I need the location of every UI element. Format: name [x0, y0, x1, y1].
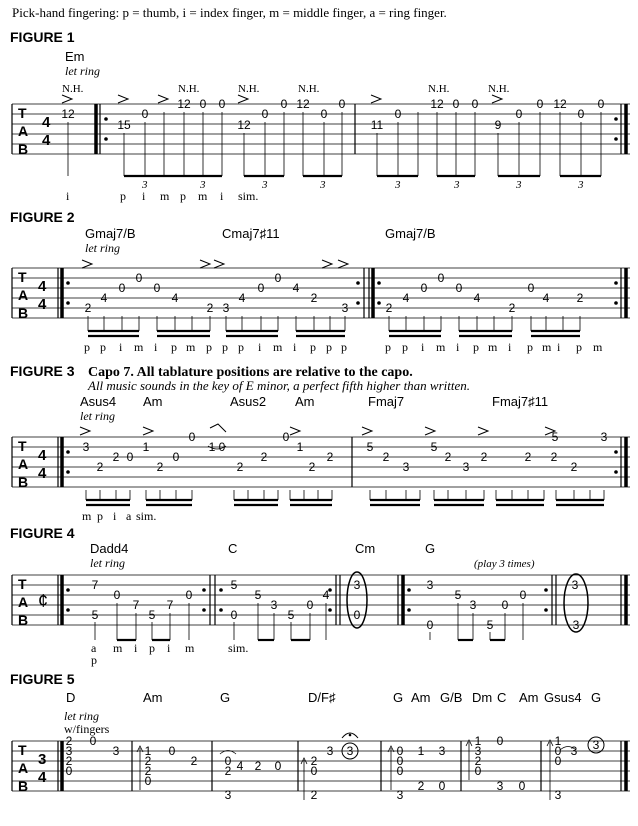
- svg-text:0: 0: [230, 608, 238, 622]
- svg-text:p: p: [402, 340, 408, 354]
- chord-symbol: Cmaj7♯11: [222, 226, 280, 241]
- svg-text:15: 15: [117, 118, 131, 132]
- harmonic-label: N.H.: [488, 83, 510, 95]
- svg-text:a: a: [91, 641, 97, 655]
- svg-text:3: 3: [82, 440, 90, 454]
- chord-symbol: Dadd4: [90, 541, 129, 556]
- svg-text:2: 2: [480, 450, 488, 464]
- svg-text:0: 0: [420, 281, 428, 295]
- staff-lines: [12, 741, 630, 791]
- svg-text:3: 3: [200, 179, 206, 191]
- svg-text:0: 0: [280, 97, 288, 111]
- svg-text:p: p: [238, 340, 244, 354]
- svg-text:p: p: [100, 340, 106, 354]
- svg-text:3: 3: [578, 179, 584, 191]
- svg-text:0: 0: [396, 754, 404, 768]
- svg-text:2: 2: [508, 301, 516, 315]
- svg-text:A: A: [18, 287, 29, 303]
- svg-text:0: 0: [218, 440, 226, 454]
- svg-text:2: 2: [570, 460, 578, 474]
- svg-text:2: 2: [65, 734, 73, 748]
- svg-text:p: p: [326, 340, 332, 354]
- svg-text:2: 2: [144, 764, 152, 778]
- fret-numbers: [61, 97, 604, 132]
- svg-text:p: p: [341, 340, 347, 354]
- svg-text:0: 0: [474, 764, 482, 778]
- tab-clef: [18, 105, 28, 157]
- svg-text:p: p: [576, 340, 582, 354]
- svg-text:0: 0: [89, 734, 97, 748]
- svg-text:0: 0: [135, 271, 143, 285]
- svg-text:3: 3: [396, 788, 404, 802]
- svg-text:12: 12: [61, 107, 75, 121]
- svg-text:2: 2: [156, 460, 164, 474]
- svg-text:0: 0: [396, 744, 404, 758]
- staff-lines: [12, 575, 630, 625]
- svg-text:i: i: [142, 189, 146, 203]
- figure-4-title: FIGURE 4: [10, 525, 75, 541]
- svg-text:0: 0: [218, 97, 226, 111]
- svg-text:2: 2: [310, 291, 318, 305]
- svg-text:0: 0: [141, 107, 149, 121]
- chord-symbol: D: [66, 690, 76, 705]
- chord-symbol: Am: [143, 690, 163, 705]
- svg-text:4: 4: [473, 291, 481, 305]
- svg-text:i: i: [557, 340, 561, 354]
- svg-text:2: 2: [65, 754, 73, 768]
- svg-text:5: 5: [148, 608, 156, 622]
- svg-text:3: 3: [571, 578, 579, 592]
- svg-text:i: i: [167, 641, 171, 655]
- svg-text:1: 1: [142, 440, 150, 454]
- svg-text:1: 1: [474, 734, 482, 748]
- svg-text:0: 0: [438, 779, 446, 793]
- svg-text:3: 3: [224, 788, 232, 802]
- svg-text:3: 3: [454, 179, 460, 191]
- svg-text:5: 5: [551, 430, 559, 444]
- harmonic-label: N.H.: [238, 83, 260, 95]
- svg-text:p: p: [527, 340, 533, 354]
- let-ring: let ring: [85, 241, 120, 255]
- svg-text:m: m: [185, 641, 195, 655]
- chord-symbol: Am: [143, 394, 163, 409]
- svg-text:0: 0: [306, 598, 314, 612]
- svg-text:2: 2: [254, 759, 262, 773]
- svg-text:1: 1: [144, 744, 152, 758]
- svg-text:0: 0: [515, 107, 523, 121]
- svg-text:p: p: [120, 189, 126, 203]
- svg-text:4: 4: [542, 291, 550, 305]
- svg-text:0: 0: [274, 271, 282, 285]
- svg-text:p: p: [180, 189, 186, 203]
- svg-text:5: 5: [287, 608, 295, 622]
- svg-text:0: 0: [426, 618, 434, 632]
- svg-text:T: T: [18, 269, 27, 285]
- svg-text:i: i: [119, 340, 123, 354]
- chord-symbol: Gmaj7/B: [385, 226, 436, 241]
- svg-text:0: 0: [597, 97, 605, 111]
- svg-text:5: 5: [254, 588, 262, 602]
- svg-text:m: m: [82, 509, 92, 523]
- svg-text:p: p: [222, 340, 228, 354]
- svg-text:4: 4: [38, 278, 47, 295]
- svg-text:5: 5: [454, 588, 462, 602]
- svg-text:2: 2: [144, 754, 152, 768]
- svg-text:T: T: [18, 438, 27, 454]
- fermata-dot: [349, 734, 352, 737]
- svg-text:2: 2: [96, 460, 104, 474]
- figure-1-let-ring: let ring: [65, 64, 100, 78]
- svg-text:2: 2: [550, 450, 558, 464]
- svg-text:sim.: sim.: [136, 509, 157, 523]
- svg-text:p: p: [84, 340, 90, 354]
- svg-text:0: 0: [554, 754, 562, 768]
- svg-text:p: p: [206, 340, 212, 354]
- chord-symbol: D/F♯: [308, 690, 336, 705]
- figure-5: [10, 671, 630, 802]
- figure-5-title: FIGURE 5: [10, 671, 75, 687]
- figure-1-title: FIGURE 1: [10, 29, 75, 45]
- chord-symbol: Am: [295, 394, 315, 409]
- svg-text:0: 0: [144, 774, 152, 788]
- svg-text:sim.: sim.: [238, 189, 259, 203]
- svg-text:i: i: [66, 189, 70, 203]
- svg-text:p: p: [91, 653, 97, 667]
- harmonic-label: N.H.: [62, 83, 84, 95]
- svg-text:12: 12: [237, 118, 251, 132]
- svg-text:12: 12: [177, 97, 191, 111]
- svg-text:2: 2: [310, 788, 318, 802]
- figure-4: [10, 525, 630, 667]
- svg-text:12: 12: [296, 97, 310, 111]
- svg-text:0: 0: [188, 430, 196, 444]
- svg-text:0: 0: [65, 764, 73, 778]
- svg-text:i: i: [421, 340, 425, 354]
- svg-text:3: 3: [469, 598, 477, 612]
- svg-text:m: m: [273, 340, 283, 354]
- svg-text:2: 2: [576, 291, 584, 305]
- svg-text:A: A: [18, 760, 29, 776]
- svg-text:0: 0: [126, 450, 134, 464]
- chord-symbol: Am: [519, 690, 539, 705]
- chord-symbol: Cm: [355, 541, 376, 556]
- svg-text:0: 0: [536, 97, 544, 111]
- svg-text:3: 3: [320, 179, 326, 191]
- svg-text:B: B: [18, 141, 29, 157]
- figure-1-chord-em: Em: [65, 49, 85, 64]
- svg-text:p: p: [310, 340, 316, 354]
- chord-symbol: Dm: [472, 690, 493, 705]
- svg-text:m: m: [593, 340, 603, 354]
- svg-text:B: B: [18, 305, 29, 321]
- chord-symbol: Am: [411, 690, 431, 705]
- accent-marks: [82, 260, 348, 268]
- pick-fingering: [84, 340, 603, 354]
- chord-symbol: Asus4: [80, 394, 117, 409]
- svg-text:7: 7: [132, 598, 140, 612]
- svg-text:i: i: [456, 340, 460, 354]
- svg-text:A: A: [18, 456, 29, 472]
- svg-text:2: 2: [206, 301, 214, 315]
- svg-text:sim.: sim.: [228, 641, 249, 655]
- svg-text:4: 4: [322, 588, 330, 602]
- svg-text:i: i: [154, 340, 158, 354]
- triplet-marks: [141, 179, 584, 191]
- svg-text:m: m: [160, 189, 170, 203]
- harmonic-label: N.H.: [298, 83, 320, 95]
- svg-text:T: T: [18, 576, 27, 592]
- svg-text:4: 4: [236, 759, 244, 773]
- svg-text:p: p: [149, 641, 155, 655]
- tab-clef: [18, 742, 28, 794]
- svg-text:3: 3: [438, 744, 446, 758]
- chord-symbol: Fmaj7♯11: [492, 394, 549, 409]
- svg-text:0: 0: [168, 744, 176, 758]
- pick-fingering: [91, 641, 248, 667]
- svg-text:2: 2: [260, 450, 268, 464]
- svg-text:3: 3: [112, 744, 120, 758]
- chord-symbol: C: [228, 541, 238, 556]
- svg-text:3: 3: [395, 179, 401, 191]
- svg-text:3: 3: [353, 578, 361, 592]
- svg-text:2: 2: [224, 764, 232, 778]
- svg-text:3: 3: [222, 301, 230, 315]
- svg-text:0: 0: [320, 107, 328, 121]
- svg-text:0: 0: [437, 271, 445, 285]
- svg-text:p: p: [385, 340, 391, 354]
- stems-and-beams: [88, 316, 580, 336]
- harmonic-label: N.H.: [178, 83, 200, 95]
- svg-text:i: i: [113, 509, 117, 523]
- svg-text:0: 0: [518, 779, 526, 793]
- pick-fingering: [66, 189, 258, 203]
- figure-3-subheading: All music sounds in the key of E minor, a perfect fifth higher than written.: [88, 378, 471, 393]
- let-ring: let ring: [64, 709, 99, 723]
- svg-text:0: 0: [554, 744, 562, 758]
- svg-text:m: m: [186, 340, 196, 354]
- svg-text:2: 2: [417, 779, 425, 793]
- figure-3-title: FIGURE 3: [10, 363, 75, 379]
- svg-text:0: 0: [224, 754, 232, 768]
- stems-and-beams: [86, 490, 604, 505]
- svg-text:3: 3: [326, 744, 334, 758]
- svg-text:2: 2: [84, 301, 92, 315]
- let-ring: let ring: [90, 556, 125, 570]
- chord-symbol: Asus2: [230, 394, 267, 409]
- svg-text:0: 0: [496, 734, 504, 748]
- svg-text:m: m: [134, 340, 144, 354]
- svg-text:4: 4: [100, 291, 108, 305]
- svg-text:12: 12: [553, 97, 567, 111]
- svg-text:4: 4: [171, 291, 179, 305]
- svg-text:i: i: [508, 340, 512, 354]
- svg-text:m: m: [113, 641, 123, 655]
- svg-text:a: a: [126, 509, 132, 523]
- svg-text:2: 2: [326, 450, 334, 464]
- svg-text:0: 0: [282, 430, 290, 444]
- svg-text:4: 4: [292, 281, 300, 295]
- svg-text:0: 0: [338, 97, 346, 111]
- svg-text:0: 0: [471, 97, 479, 111]
- svg-text:0: 0: [455, 281, 463, 295]
- svg-text:5: 5: [366, 440, 374, 454]
- svg-text:4: 4: [38, 447, 47, 464]
- svg-text:p: p: [473, 340, 479, 354]
- time-signature-bottom: 4: [42, 132, 51, 149]
- chord-symbol: C: [497, 690, 507, 705]
- svg-text:0: 0: [153, 281, 161, 295]
- svg-text:5: 5: [230, 578, 238, 592]
- figure-2-title: FIGURE 2: [10, 209, 75, 225]
- svg-text:4: 4: [38, 296, 47, 313]
- svg-text:4: 4: [402, 291, 410, 305]
- fret-numbers: [66, 734, 578, 802]
- svg-text:3: 3: [142, 179, 148, 191]
- svg-text:0: 0: [118, 281, 126, 295]
- accent-marks: [80, 427, 555, 435]
- svg-text:3: 3: [426, 578, 434, 592]
- svg-text:m: m: [198, 189, 208, 203]
- svg-text:1: 1: [554, 734, 562, 748]
- svg-text:3: 3: [402, 460, 410, 474]
- svg-text:0: 0: [394, 107, 402, 121]
- chord-symbol: Gmaj7/B: [85, 226, 136, 241]
- figure-3: [10, 363, 630, 523]
- svg-text:2: 2: [310, 754, 318, 768]
- svg-text:3: 3: [600, 430, 608, 444]
- chord-symbol: G: [393, 690, 404, 705]
- svg-text:T: T: [18, 105, 27, 121]
- cut-time-signature: ¢: [38, 591, 49, 611]
- svg-text:0: 0: [501, 598, 509, 612]
- svg-text:2: 2: [385, 301, 393, 315]
- svg-text:0: 0: [199, 97, 207, 111]
- svg-text:i: i: [134, 641, 138, 655]
- svg-text:3: 3: [346, 744, 354, 758]
- svg-text:B: B: [18, 778, 29, 794]
- svg-text:0: 0: [261, 107, 269, 121]
- svg-text:2: 2: [444, 450, 452, 464]
- svg-text:7: 7: [91, 578, 99, 592]
- time-signature-top: 4: [42, 114, 51, 131]
- svg-text:2: 2: [308, 460, 316, 474]
- svg-text:3: 3: [38, 751, 47, 768]
- svg-text:3: 3: [474, 744, 482, 758]
- tab-clef: [18, 269, 28, 321]
- svg-text:3: 3: [270, 598, 278, 612]
- svg-text:A: A: [18, 123, 29, 139]
- svg-text:0: 0: [396, 764, 404, 778]
- svg-text:i: i: [293, 340, 297, 354]
- svg-text:12: 12: [430, 97, 444, 111]
- svg-text:3: 3: [262, 179, 268, 191]
- svg-text:5: 5: [486, 618, 494, 632]
- svg-text:0: 0: [452, 97, 460, 111]
- svg-text:0: 0: [519, 588, 527, 602]
- intro-text: Pick-hand fingering: p = thumb, i = index finger, m = middle finger, a = ring finger.: [12, 5, 447, 20]
- svg-text:B: B: [18, 474, 29, 490]
- svg-text:3: 3: [65, 744, 73, 758]
- fret-number: 3: [592, 738, 600, 752]
- svg-text:2: 2: [474, 754, 482, 768]
- svg-text:p: p: [97, 509, 103, 523]
- svg-text:2: 2: [524, 450, 532, 464]
- svg-text:p: p: [171, 340, 177, 354]
- svg-text:1: 1: [208, 440, 216, 454]
- svg-text:3: 3: [516, 179, 522, 191]
- svg-text:3: 3: [570, 744, 578, 758]
- chord-symbol: G/B: [440, 690, 463, 705]
- chord-symbol: G: [220, 690, 231, 705]
- slide-mark: [210, 424, 226, 432]
- tab-clef: [18, 438, 28, 490]
- svg-text:0: 0: [172, 450, 180, 464]
- repeat-instruction: (play 3 times): [474, 558, 535, 570]
- svg-text:1: 1: [296, 440, 304, 454]
- chord-symbol: G: [591, 690, 602, 705]
- with-fingers: w/fingers: [64, 722, 110, 736]
- svg-text:3: 3: [554, 788, 562, 802]
- pick-fingering: [82, 509, 156, 523]
- svg-text:0: 0: [113, 588, 121, 602]
- svg-text:5: 5: [430, 440, 438, 454]
- svg-text:0: 0: [257, 281, 265, 295]
- svg-text:m: m: [488, 340, 498, 354]
- svg-text:3: 3: [341, 301, 349, 315]
- svg-text:7: 7: [166, 598, 174, 612]
- harmonic-label: N.H.: [428, 83, 450, 95]
- svg-text:0: 0: [274, 759, 282, 773]
- svg-text:B: B: [18, 612, 29, 628]
- svg-text:4: 4: [38, 465, 47, 482]
- svg-text:2: 2: [190, 754, 198, 768]
- svg-text:0: 0: [577, 107, 585, 121]
- svg-text:m: m: [542, 340, 552, 354]
- svg-text:i: i: [258, 340, 262, 354]
- svg-text:2: 2: [382, 450, 390, 464]
- tab-clef: [18, 576, 28, 628]
- figure-2: [10, 209, 630, 354]
- svg-text:0: 0: [310, 764, 318, 778]
- figure-3-heading: Capo 7. All tablature positions are relative to the capo.: [88, 365, 413, 380]
- svg-text:5: 5: [91, 608, 99, 622]
- svg-text:i: i: [220, 189, 224, 203]
- svg-text:0: 0: [527, 281, 535, 295]
- svg-text:2: 2: [112, 450, 120, 464]
- chord-symbol: Fmaj7: [368, 394, 405, 409]
- figure-1: [10, 29, 630, 203]
- svg-text:2: 2: [236, 460, 244, 474]
- svg-text:A: A: [18, 594, 29, 610]
- svg-text:m: m: [436, 340, 446, 354]
- svg-text:11: 11: [370, 118, 384, 132]
- svg-text:3: 3: [462, 460, 470, 474]
- fret-number: 3: [572, 618, 580, 632]
- svg-text:4: 4: [38, 769, 47, 786]
- chord-symbol: G: [425, 541, 436, 556]
- svg-text:1: 1: [417, 744, 425, 758]
- chord-symbol: Gsus4: [544, 690, 582, 705]
- svg-text:9: 9: [494, 118, 502, 132]
- svg-text:3: 3: [496, 779, 504, 793]
- svg-text:T: T: [18, 742, 27, 758]
- svg-text:0: 0: [185, 588, 193, 602]
- let-ring: let ring: [80, 409, 115, 423]
- staff-lines: [12, 437, 630, 487]
- svg-text:0: 0: [353, 608, 361, 622]
- svg-text:4: 4: [238, 291, 246, 305]
